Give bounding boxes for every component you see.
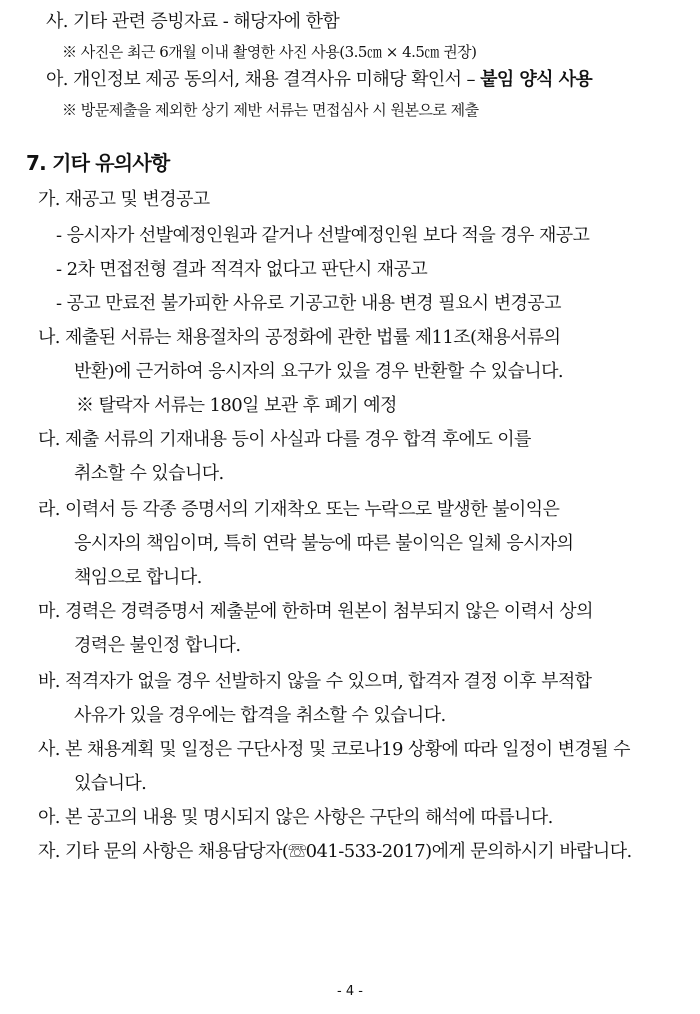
item-ba-line-1: 바. 적격자가 없을 경우 선발하지 않을 수 있으며, 합격자 결정 이후 부적합 bbox=[38, 671, 592, 692]
attachment-form-emphasis: 붙임 양식 사용 bbox=[480, 69, 593, 90]
item-da-line-1: 다. 제출 서류의 기재내용 등이 사실과 다를 경우 합격 후에도 이를 bbox=[38, 429, 531, 450]
item-sa-line-1: 사. 본 채용계획 및 일정은 구단사정 및 코로나19 상황에 따라 일정이 변경될 수 bbox=[38, 739, 630, 760]
item-sa-evidence: 사. 기타 관련 증빙자료 - 해당자에 한함 bbox=[46, 11, 340, 32]
photo-note: ※ 사진은 최근 6개월 이내 촬영한 사진 사용(3.5㎝ × 4.5㎝ 권장) bbox=[62, 43, 477, 61]
item-na-line-1: 나. 제출된 서류는 채용절차의 공정화에 관한 법률 제11조(채용서류의 bbox=[38, 327, 561, 348]
ga-bullet-2: - 2차 면접전형 결과 적격자 없다고 판단시 재공고 bbox=[56, 259, 428, 280]
item-da-line-2: 취소할 수 있습니다. bbox=[74, 463, 224, 484]
item-ra-line-1: 라. 이력서 등 각종 증명서의 기재착오 또는 누락으로 발생한 불이익은 bbox=[38, 499, 560, 520]
item-ma-line-1: 마. 경력은 경력증명서 제출분에 한하며 원본이 첨부되지 않은 이력서 상의 bbox=[38, 601, 593, 622]
item-na-note: ※ 탈락자 서류는 180일 보관 후 폐기 예정 bbox=[76, 395, 397, 416]
ga-bullet-1: - 응시자가 선발예정인원과 같거나 선발예정인원 보다 적을 경우 재공고 bbox=[56, 225, 590, 246]
item-a-consent-text: 아. 개인정보 제공 동의서, 채용 결격사유 미해당 확인서 – bbox=[46, 69, 481, 90]
ga-bullet-3: - 공고 만료전 불가피한 사유로 기공고한 내용 변경 필요시 변경공고 bbox=[56, 293, 561, 314]
item-ra-line-3: 책임으로 합니다. bbox=[74, 567, 202, 588]
section-heading: 7. 기타 유의사항 bbox=[26, 151, 170, 175]
item-ma-line-2: 경력은 불인정 합니다. bbox=[74, 635, 241, 656]
page-number: - 4 - bbox=[337, 984, 363, 999]
item-ja-line: 자. 기타 문의 사항은 채용담당자(☏041-533-2017)에게 문의하시기 바랍니다. bbox=[38, 841, 632, 862]
item-sa-line-2: 있습니다. bbox=[74, 773, 147, 794]
item-ba-line-2: 사유가 있을 경우에는 합격을 취소할 수 있습니다. bbox=[74, 705, 446, 726]
item-na-line-2: 반환)에 근거하여 응시자의 요구가 있을 경우 반환할 수 있습니다. bbox=[74, 361, 564, 382]
item-a-line: 아. 본 공고의 내용 및 명시되지 않은 사항은 구단의 해석에 따릅니다. bbox=[38, 807, 553, 828]
item-ra-line-2: 응시자의 책임이며, 특히 연락 불능에 따른 불이익은 일체 응시자의 bbox=[74, 533, 574, 554]
item-ga-title: 가. 재공고 및 변경공고 bbox=[38, 189, 210, 210]
original-documents-note: ※ 방문제출을 제외한 상기 제반 서류는 면접심사 시 원본으로 제출 bbox=[62, 101, 479, 119]
item-a-consent bbox=[46, 68, 592, 92]
